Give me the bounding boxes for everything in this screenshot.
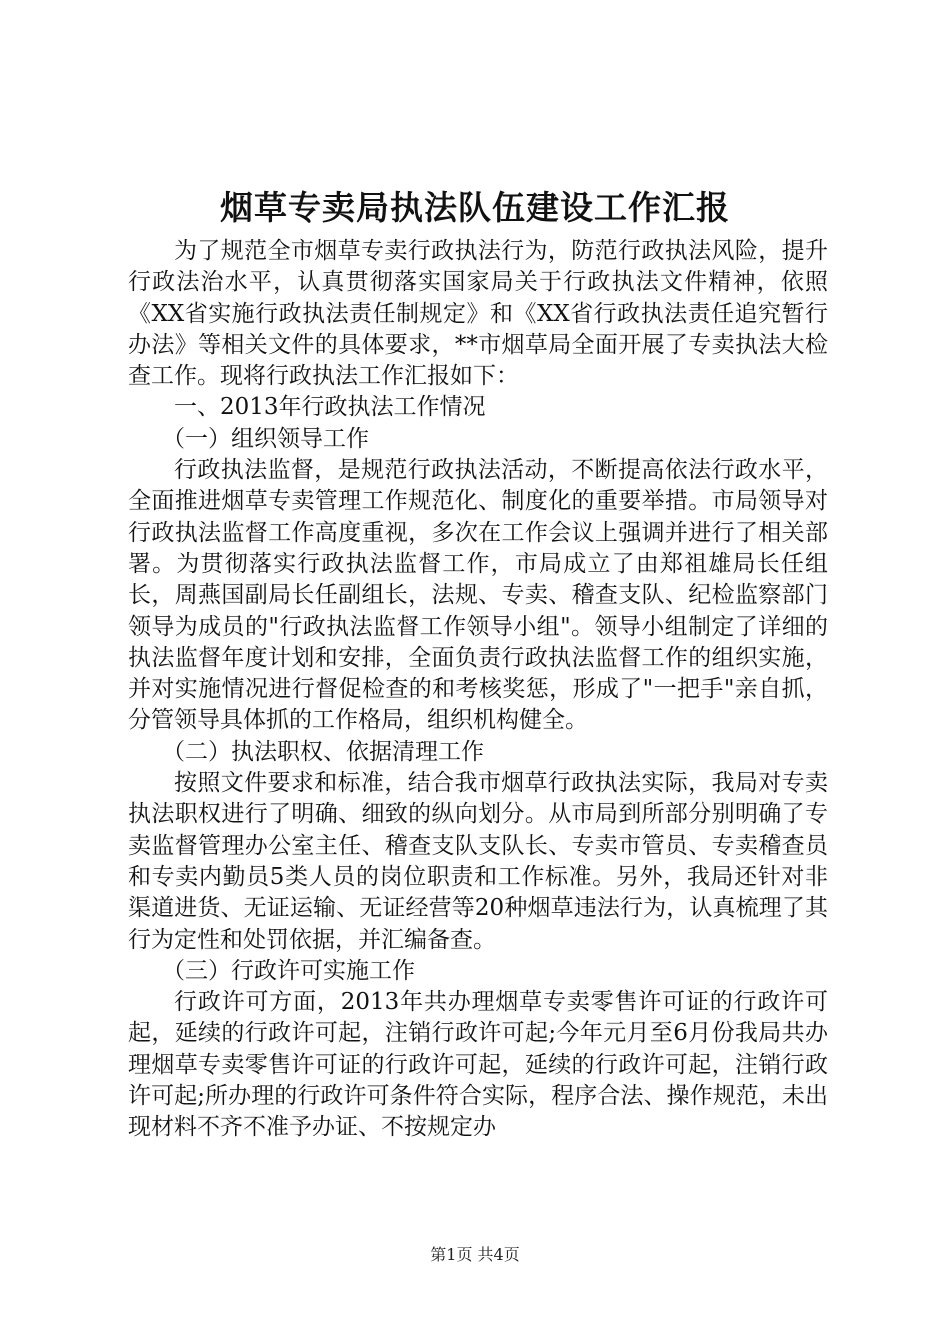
section-heading: 一、2013年行政执法工作情况	[174, 394, 486, 421]
document-body	[128, 236, 828, 1144]
intro-paragraph: 为了规范全市烟草专卖行政执法行为，防范行政执法风险，提升行政法治水平，认真贯彻落实国家局关于行政执法文件精神，依照《XX省实施行政执法责任制规定》和《XX省行政执法责任追究暂行办法》等相关文件的具体要求，**市烟草局全面开展了专卖执法大检查工作。现将行政执法工作汇报如下：	[128, 238, 828, 390]
subsection-heading-3: （三）行政许可实施工作	[162, 957, 415, 984]
document-title: 烟草专卖局执法队伍建设工作汇报	[220, 188, 730, 227]
page-footer: 第1页 共4页	[430, 1245, 520, 1264]
subsection-heading-1: （一）组织领导工作	[162, 425, 369, 452]
body-paragraph-2: 按照文件要求和标准，结合我市烟草行政执法实际，我局对专卖执法职权进行了明确、细致的纵向划分。从市局到所部分别明确了专卖监督管理办公室主任、稽查支队支队长、专卖市管员、专卖稽查员和专卖内勤员5类人员的岗位职责和工作标准。另外，我局还针对非渠道进货、无证运输、无证经营等20种烟草违法行为，认真梳理了其行为定性和处罚依据，并汇编备查。	[128, 770, 828, 953]
subsection-heading-2: （二）执法职权、依据清理工作	[162, 738, 484, 765]
body-paragraph-3: 行政许可方面，2013年共办理烟草专卖零售许可证的行政许可起，延续的行政许可起，注销行政许可起;今年元月至6月份我局共办理烟草专卖零售许可证的行政许可起，延续的行政许可起，注销行政许可起;所办理的行政许可条件符合实际，程序合法、操作规范，未出现材料不齐不准予办证、不按规定办	[128, 989, 828, 1141]
body-paragraph-1: 行政执法监督，是规范行政执法活动，不断提高依法行政水平，全面推进烟草专卖管理工作规范化、制度化的重要举措。市局领导对行政执法监督工作高度重视，多次在工作会议上强调并进行了相关部署。为贯彻落实行政执法监督工作，市局成立了由郑祖雄局长任组长，周燕国副局长任副组长，法规、专卖、稽查支队、纪检监察部门领导为成员的"行政执法监督工作领导小组"。领导小组制定了详细的执法监督年度计划和安排，全面负责行政执法监督工作的组织实施，并对实施情况进行督促检查的和考核奖惩，形成了"一把手"亲自抓，分管领导具体抓的工作格局，组织机构健全。	[128, 457, 828, 734]
